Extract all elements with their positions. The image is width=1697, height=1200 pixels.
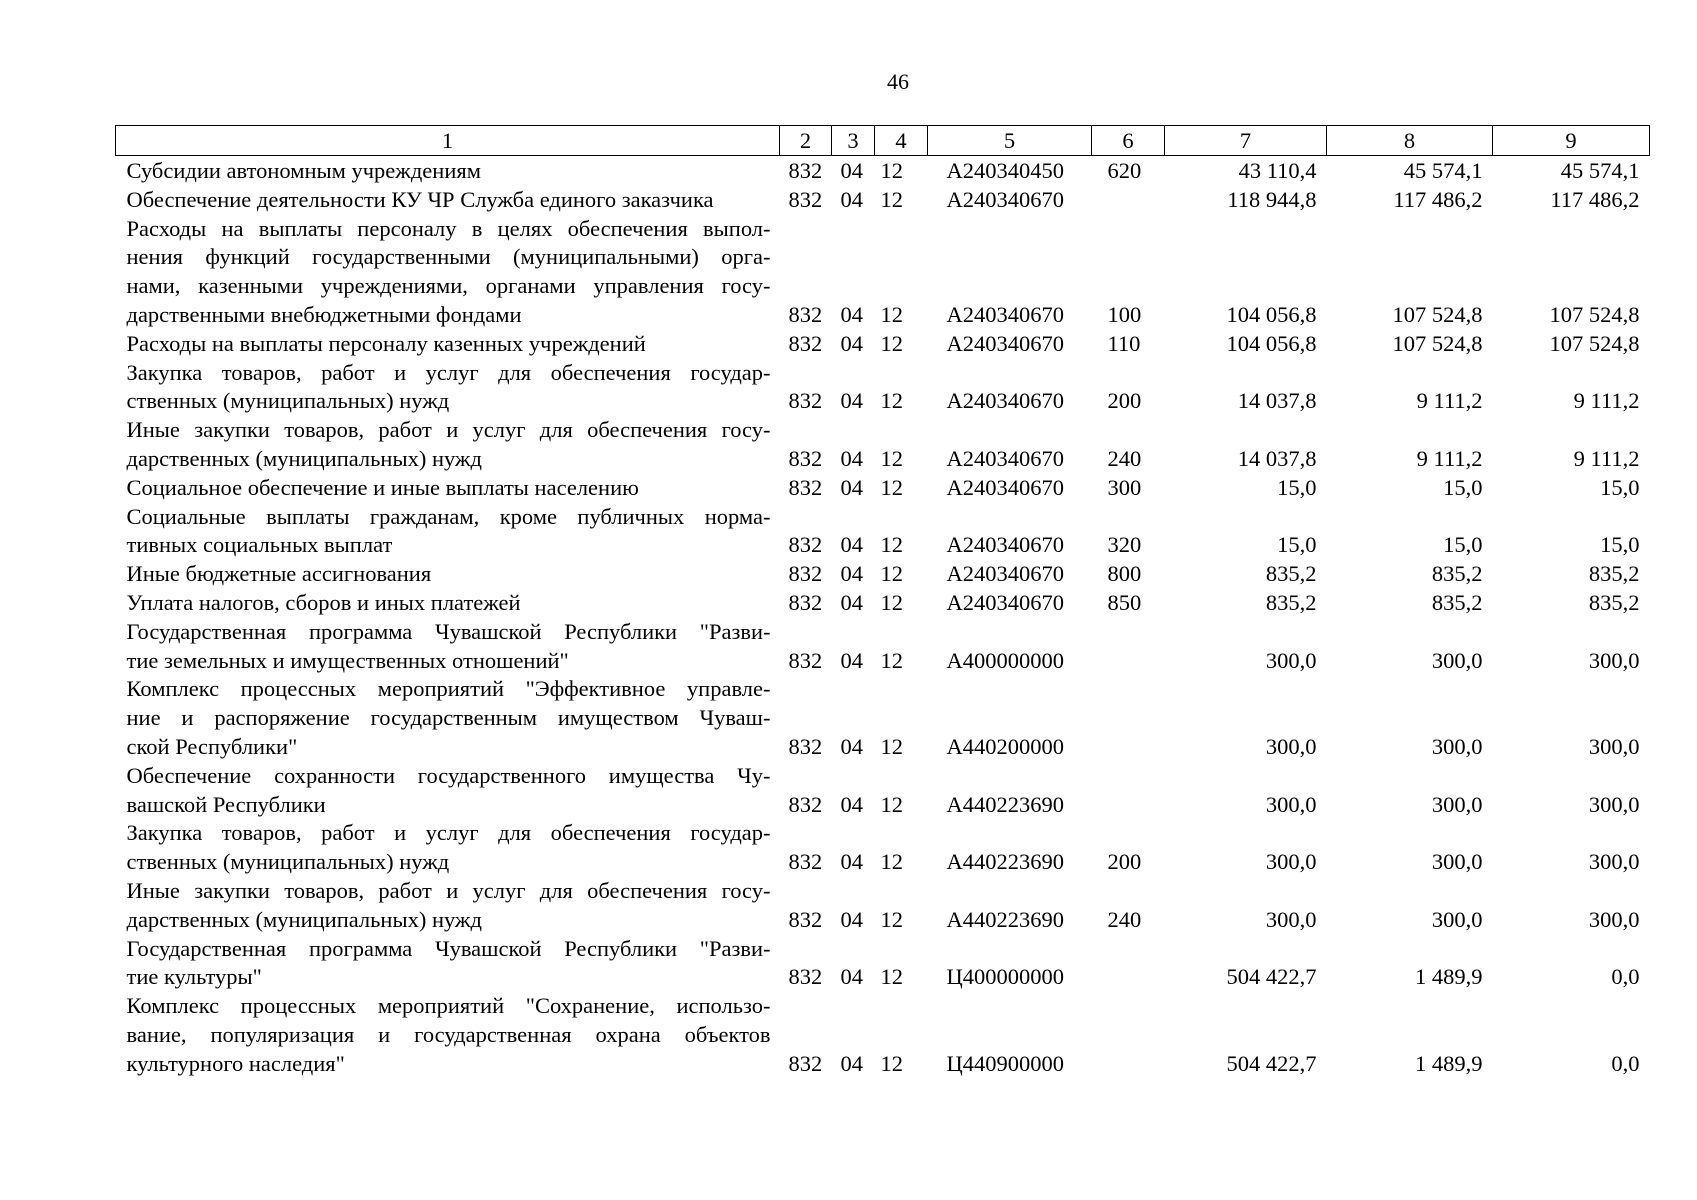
section-code: 04 bbox=[840, 791, 863, 817]
amount-col-9: 107 524,8 bbox=[1549, 330, 1640, 356]
description-line: тивных социальных выплат bbox=[126, 532, 393, 558]
department-code: 832 bbox=[788, 1050, 823, 1076]
section-code: 04 bbox=[840, 330, 863, 356]
description-line: ние и распоряжение государственным имуществом Чуваш- bbox=[126, 705, 771, 731]
subsection-code: 12 bbox=[880, 791, 903, 817]
target-article-code: А240340670 bbox=[946, 330, 1064, 356]
description-line: нами, казенными учреждениями, органами управления госу- bbox=[126, 273, 771, 299]
amount-col-8: 300,0 bbox=[1431, 906, 1483, 932]
description-line: тие культуры" bbox=[126, 964, 262, 990]
subsection-code: 12 bbox=[880, 186, 903, 212]
department-code: 832 bbox=[788, 445, 823, 471]
expense-type-code bbox=[1092, 935, 1165, 993]
amount-col-8: 1 489,9 bbox=[1415, 964, 1483, 990]
target-article-code: А240340670 bbox=[946, 474, 1064, 500]
subsection-code: 12 bbox=[880, 733, 903, 759]
amount-col-8: 107 524,8 bbox=[1392, 330, 1483, 356]
amount-col-7: 300,0 bbox=[1265, 791, 1317, 817]
amount-col-8: 300,0 bbox=[1431, 647, 1483, 673]
amount-col-7: 835,2 bbox=[1265, 561, 1317, 587]
section-code: 04 bbox=[840, 561, 863, 587]
amount-col-7: 14 037,8 bbox=[1237, 388, 1317, 414]
description-line: дарственных (муниципальных) нужд bbox=[126, 445, 482, 471]
description-line: Государственная программа Чувашской Республики "Разви- bbox=[126, 618, 771, 644]
amount-col-8: 300,0 bbox=[1431, 791, 1483, 817]
table-row bbox=[116, 819, 1650, 877]
amount-col-7: 15,0 bbox=[1277, 532, 1317, 558]
department-code: 832 bbox=[788, 301, 823, 327]
amount-col-8: 300,0 bbox=[1431, 849, 1483, 875]
row-description bbox=[116, 877, 780, 935]
target-article-code: А240340450 bbox=[946, 158, 1064, 183]
target-article-code: А240340670 bbox=[946, 301, 1064, 327]
row-description bbox=[116, 215, 780, 330]
target-article-code: А240340670 bbox=[946, 445, 1064, 471]
table-row bbox=[116, 416, 1650, 474]
department-code: 832 bbox=[788, 964, 823, 990]
description-line: Иные закупки товаров, работ и услуг для обеспечения госу- bbox=[126, 877, 771, 903]
row-description bbox=[116, 416, 780, 474]
department-code: 832 bbox=[788, 647, 823, 673]
amount-col-7: 300,0 bbox=[1265, 849, 1317, 875]
description-line: Расходы на выплаты персоналу казенных учреждений bbox=[126, 330, 646, 356]
department-code: 832 bbox=[788, 849, 823, 875]
description-line: дарственными внебюджетными фондами bbox=[126, 301, 522, 327]
description-line: Закупка товаров, работ и услуг для обеспечения государ- bbox=[126, 820, 771, 846]
row-description bbox=[116, 618, 780, 676]
expense-type-code: 240 bbox=[1107, 906, 1142, 932]
department-code: 832 bbox=[788, 330, 823, 356]
row-description bbox=[116, 819, 780, 877]
amount-col-9: 0,0 bbox=[1611, 1050, 1640, 1076]
table-row bbox=[116, 618, 1650, 676]
description-line: Иные закупки товаров, работ и услуг для обеспечения госу- bbox=[126, 417, 771, 443]
subsection-code: 12 bbox=[880, 964, 903, 990]
row-description bbox=[116, 762, 780, 820]
department-code: 832 bbox=[788, 561, 823, 587]
row-description bbox=[116, 589, 780, 618]
amount-col-9: 15,0 bbox=[1600, 474, 1640, 500]
target-article-code: А440200000 bbox=[946, 733, 1064, 759]
column-number-8: 8 bbox=[1327, 126, 1493, 156]
amount-col-7: 300,0 bbox=[1265, 647, 1317, 673]
row-description bbox=[116, 935, 780, 993]
description-line: Уплата налогов, сборов и иных платежей bbox=[126, 589, 521, 615]
description-line: ственных (муниципальных) нужд bbox=[126, 849, 450, 875]
amount-col-7: 14 037,8 bbox=[1237, 445, 1317, 471]
subsection-code: 12 bbox=[880, 301, 903, 327]
row-description bbox=[116, 474, 780, 503]
department-code: 832 bbox=[788, 158, 823, 183]
amount-col-8: 15,0 bbox=[1443, 474, 1483, 500]
section-code: 04 bbox=[840, 474, 863, 500]
expense-type-code bbox=[1092, 992, 1165, 1078]
subsection-code: 12 bbox=[880, 158, 903, 183]
description-line: культурного наследия" bbox=[126, 1050, 345, 1076]
subsection-code: 12 bbox=[880, 474, 903, 500]
amount-col-9: 300,0 bbox=[1588, 849, 1640, 875]
section-code: 04 bbox=[840, 445, 863, 471]
expense-type-code: 320 bbox=[1107, 532, 1142, 558]
table-row bbox=[116, 560, 1650, 589]
description-line: Социальные выплаты гражданам, кроме публичных норма- bbox=[126, 503, 771, 529]
description-line: дарственных (муниципальных) нужд bbox=[126, 906, 482, 932]
column-number-7: 7 bbox=[1165, 126, 1327, 156]
expense-type-code: 100 bbox=[1107, 301, 1142, 327]
target-article-code: А240340670 bbox=[946, 561, 1064, 587]
row-description bbox=[116, 359, 780, 417]
row-description bbox=[116, 503, 780, 561]
amount-col-8: 15,0 bbox=[1443, 532, 1483, 558]
row-description bbox=[116, 992, 780, 1078]
target-article-code: Ц440900000 bbox=[946, 1050, 1064, 1076]
section-code: 04 bbox=[840, 532, 863, 558]
header-row bbox=[116, 126, 1650, 156]
column-number-3: 3 bbox=[832, 126, 875, 156]
amount-col-9: 300,0 bbox=[1588, 906, 1640, 932]
section-code: 04 bbox=[840, 964, 863, 990]
amount-col-9: 300,0 bbox=[1588, 791, 1640, 817]
target-article-code: Ц400000000 bbox=[946, 964, 1064, 990]
description-line: тие земельных и имущественных отношений" bbox=[126, 647, 569, 673]
description-line: Социальное обеспечение и иные выплаты населению bbox=[126, 474, 639, 500]
description-line: вание, популяризация и государственная охрана объектов bbox=[126, 1021, 771, 1047]
target-article-code: А240340670 bbox=[946, 532, 1064, 558]
section-code: 04 bbox=[840, 906, 863, 932]
table-header bbox=[116, 126, 1650, 156]
description-line: Государственная программа Чувашской Республики "Разви- bbox=[126, 935, 771, 961]
target-article-code: А440223690 bbox=[946, 906, 1064, 932]
section-code: 04 bbox=[840, 1050, 863, 1076]
table-row bbox=[116, 156, 1650, 186]
section-code: 04 bbox=[840, 388, 863, 414]
table-row bbox=[116, 359, 1650, 417]
table-row bbox=[116, 675, 1650, 761]
amount-col-7: 835,2 bbox=[1265, 589, 1317, 615]
page-number: 46 bbox=[887, 69, 909, 94]
amount-col-7: 300,0 bbox=[1265, 906, 1317, 932]
description-line: вашской Республики bbox=[126, 791, 326, 817]
amount-col-7: 104 056,8 bbox=[1226, 330, 1317, 356]
amount-col-9: 117 486,2 bbox=[1550, 186, 1640, 212]
description-line: нения функций государственными (муниципальными) орга- bbox=[126, 244, 771, 270]
amount-col-9: 15,0 bbox=[1600, 532, 1640, 558]
amount-col-7: 104 056,8 bbox=[1226, 301, 1317, 327]
subsection-code: 12 bbox=[880, 647, 903, 673]
amount-col-8: 835,2 bbox=[1431, 561, 1483, 587]
description-line: Расходы на выплаты персоналу в целях обеспечения выпол- bbox=[126, 215, 771, 241]
table-body bbox=[116, 156, 1650, 1079]
amount-col-8: 9 111,2 bbox=[1416, 445, 1483, 471]
department-code: 832 bbox=[788, 186, 823, 212]
subsection-code: 12 bbox=[880, 445, 903, 471]
target-article-code: А440223690 bbox=[946, 849, 1064, 875]
description-line: Комплекс процессных мероприятий "Эффективное управле- bbox=[126, 676, 771, 702]
department-code: 832 bbox=[788, 791, 823, 817]
table-row bbox=[116, 330, 1650, 359]
amount-col-9: 0,0 bbox=[1611, 964, 1640, 990]
amount-col-7: 300,0 bbox=[1265, 733, 1317, 759]
subsection-code: 12 bbox=[880, 906, 903, 932]
expense-type-code: 800 bbox=[1107, 561, 1142, 587]
expense-type-code: 110 bbox=[1107, 330, 1141, 356]
section-code: 04 bbox=[840, 849, 863, 875]
section-code: 04 bbox=[840, 589, 863, 615]
table-row bbox=[116, 186, 1650, 215]
subsection-code: 12 bbox=[880, 561, 903, 587]
column-number-6: 6 bbox=[1092, 126, 1165, 156]
row-description bbox=[116, 156, 780, 186]
department-code: 832 bbox=[788, 733, 823, 759]
description-line: ской Республики" bbox=[126, 733, 298, 759]
amount-col-9: 107 524,8 bbox=[1549, 301, 1640, 327]
table-row bbox=[116, 762, 1650, 820]
row-description bbox=[116, 186, 780, 215]
column-number-2: 2 bbox=[780, 126, 832, 156]
amount-col-7: 118 944,8 bbox=[1227, 186, 1317, 212]
amount-col-8: 300,0 bbox=[1431, 733, 1483, 759]
section-code: 04 bbox=[840, 301, 863, 327]
amount-col-9: 835,2 bbox=[1588, 561, 1640, 587]
column-number-1: 1 bbox=[116, 126, 780, 156]
amount-col-8: 1 489,9 bbox=[1415, 1050, 1483, 1076]
table-row bbox=[116, 935, 1650, 993]
description-line: Обеспечение сохранности государственного имущества Чу- bbox=[126, 762, 771, 788]
expense-type-code: 300 bbox=[1107, 474, 1142, 500]
department-code: 832 bbox=[788, 532, 823, 558]
table-row bbox=[116, 992, 1650, 1078]
target-article-code: А240340670 bbox=[946, 186, 1064, 212]
amount-col-8: 107 524,8 bbox=[1392, 301, 1483, 327]
expense-type-code: 620 bbox=[1107, 158, 1142, 183]
expense-type-code bbox=[1092, 762, 1165, 820]
description-line: Обеспечение деятельности КУ ЧР Служба единого заказчика bbox=[126, 186, 714, 212]
column-number-4: 4 bbox=[875, 126, 928, 156]
department-code: 832 bbox=[788, 906, 823, 932]
expense-type-code bbox=[1092, 186, 1165, 215]
table-row bbox=[116, 215, 1650, 330]
section-code: 04 bbox=[840, 186, 863, 212]
target-article-code: А240340670 bbox=[946, 388, 1064, 414]
amount-col-9: 9 111,2 bbox=[1573, 388, 1640, 414]
subsection-code: 12 bbox=[880, 388, 903, 414]
amount-col-9: 300,0 bbox=[1588, 647, 1640, 673]
amount-col-7: 15,0 bbox=[1277, 474, 1317, 500]
description-line: Комплекс процессных мероприятий "Сохранение, использо- bbox=[126, 993, 771, 1019]
section-code: 04 bbox=[840, 733, 863, 759]
amount-col-9: 9 111,2 bbox=[1573, 445, 1640, 471]
column-number-5: 5 bbox=[928, 126, 1092, 156]
department-code: 832 bbox=[788, 388, 823, 414]
amount-col-7: 43 110,4 bbox=[1238, 158, 1317, 183]
table-row bbox=[116, 474, 1650, 503]
subsection-code: 12 bbox=[880, 330, 903, 356]
description-line: ственных (муниципальных) нужд bbox=[126, 388, 450, 414]
department-code: 832 bbox=[788, 589, 823, 615]
description-line: Субсидии автономным учреждениям bbox=[126, 158, 481, 183]
row-description bbox=[116, 675, 780, 761]
target-article-code: А240340670 bbox=[946, 589, 1064, 615]
row-description bbox=[116, 560, 780, 589]
expense-type-code: 850 bbox=[1107, 589, 1142, 615]
expense-type-code: 200 bbox=[1107, 849, 1142, 875]
subsection-code: 12 bbox=[880, 532, 903, 558]
amount-col-9: 835,2 bbox=[1588, 589, 1640, 615]
subsection-code: 12 bbox=[880, 1050, 903, 1076]
amount-col-8: 117 486,2 bbox=[1393, 186, 1483, 212]
amount-col-9: 300,0 bbox=[1588, 733, 1640, 759]
description-line: Закупка товаров, работ и услуг для обеспечения государ- bbox=[126, 359, 771, 385]
amount-col-8: 45 574,1 bbox=[1403, 158, 1483, 183]
budget-table bbox=[115, 125, 1650, 1079]
department-code: 832 bbox=[788, 474, 823, 500]
amount-col-7: 504 422,7 bbox=[1226, 964, 1317, 990]
expense-type-code bbox=[1092, 618, 1165, 676]
amount-col-7: 504 422,7 bbox=[1226, 1050, 1317, 1076]
target-article-code: А440223690 bbox=[946, 791, 1064, 817]
amount-col-8: 835,2 bbox=[1431, 589, 1483, 615]
table-row bbox=[116, 503, 1650, 561]
target-article-code: А400000000 bbox=[946, 647, 1064, 673]
section-code: 04 bbox=[840, 647, 863, 673]
expense-type-code bbox=[1092, 675, 1165, 761]
subsection-code: 12 bbox=[880, 849, 903, 875]
amount-col-8: 9 111,2 bbox=[1416, 388, 1483, 414]
subsection-code: 12 bbox=[880, 589, 903, 615]
expense-type-code: 200 bbox=[1107, 388, 1142, 414]
expense-type-code: 240 bbox=[1107, 445, 1142, 471]
table-row bbox=[116, 589, 1650, 618]
table-row bbox=[116, 877, 1650, 935]
description-line: Иные бюджетные ассигнования bbox=[126, 561, 432, 587]
amount-col-9: 45 574,1 bbox=[1560, 158, 1640, 183]
row-description bbox=[116, 330, 780, 359]
column-number-9: 9 bbox=[1493, 126, 1650, 156]
section-code: 04 bbox=[840, 158, 863, 183]
